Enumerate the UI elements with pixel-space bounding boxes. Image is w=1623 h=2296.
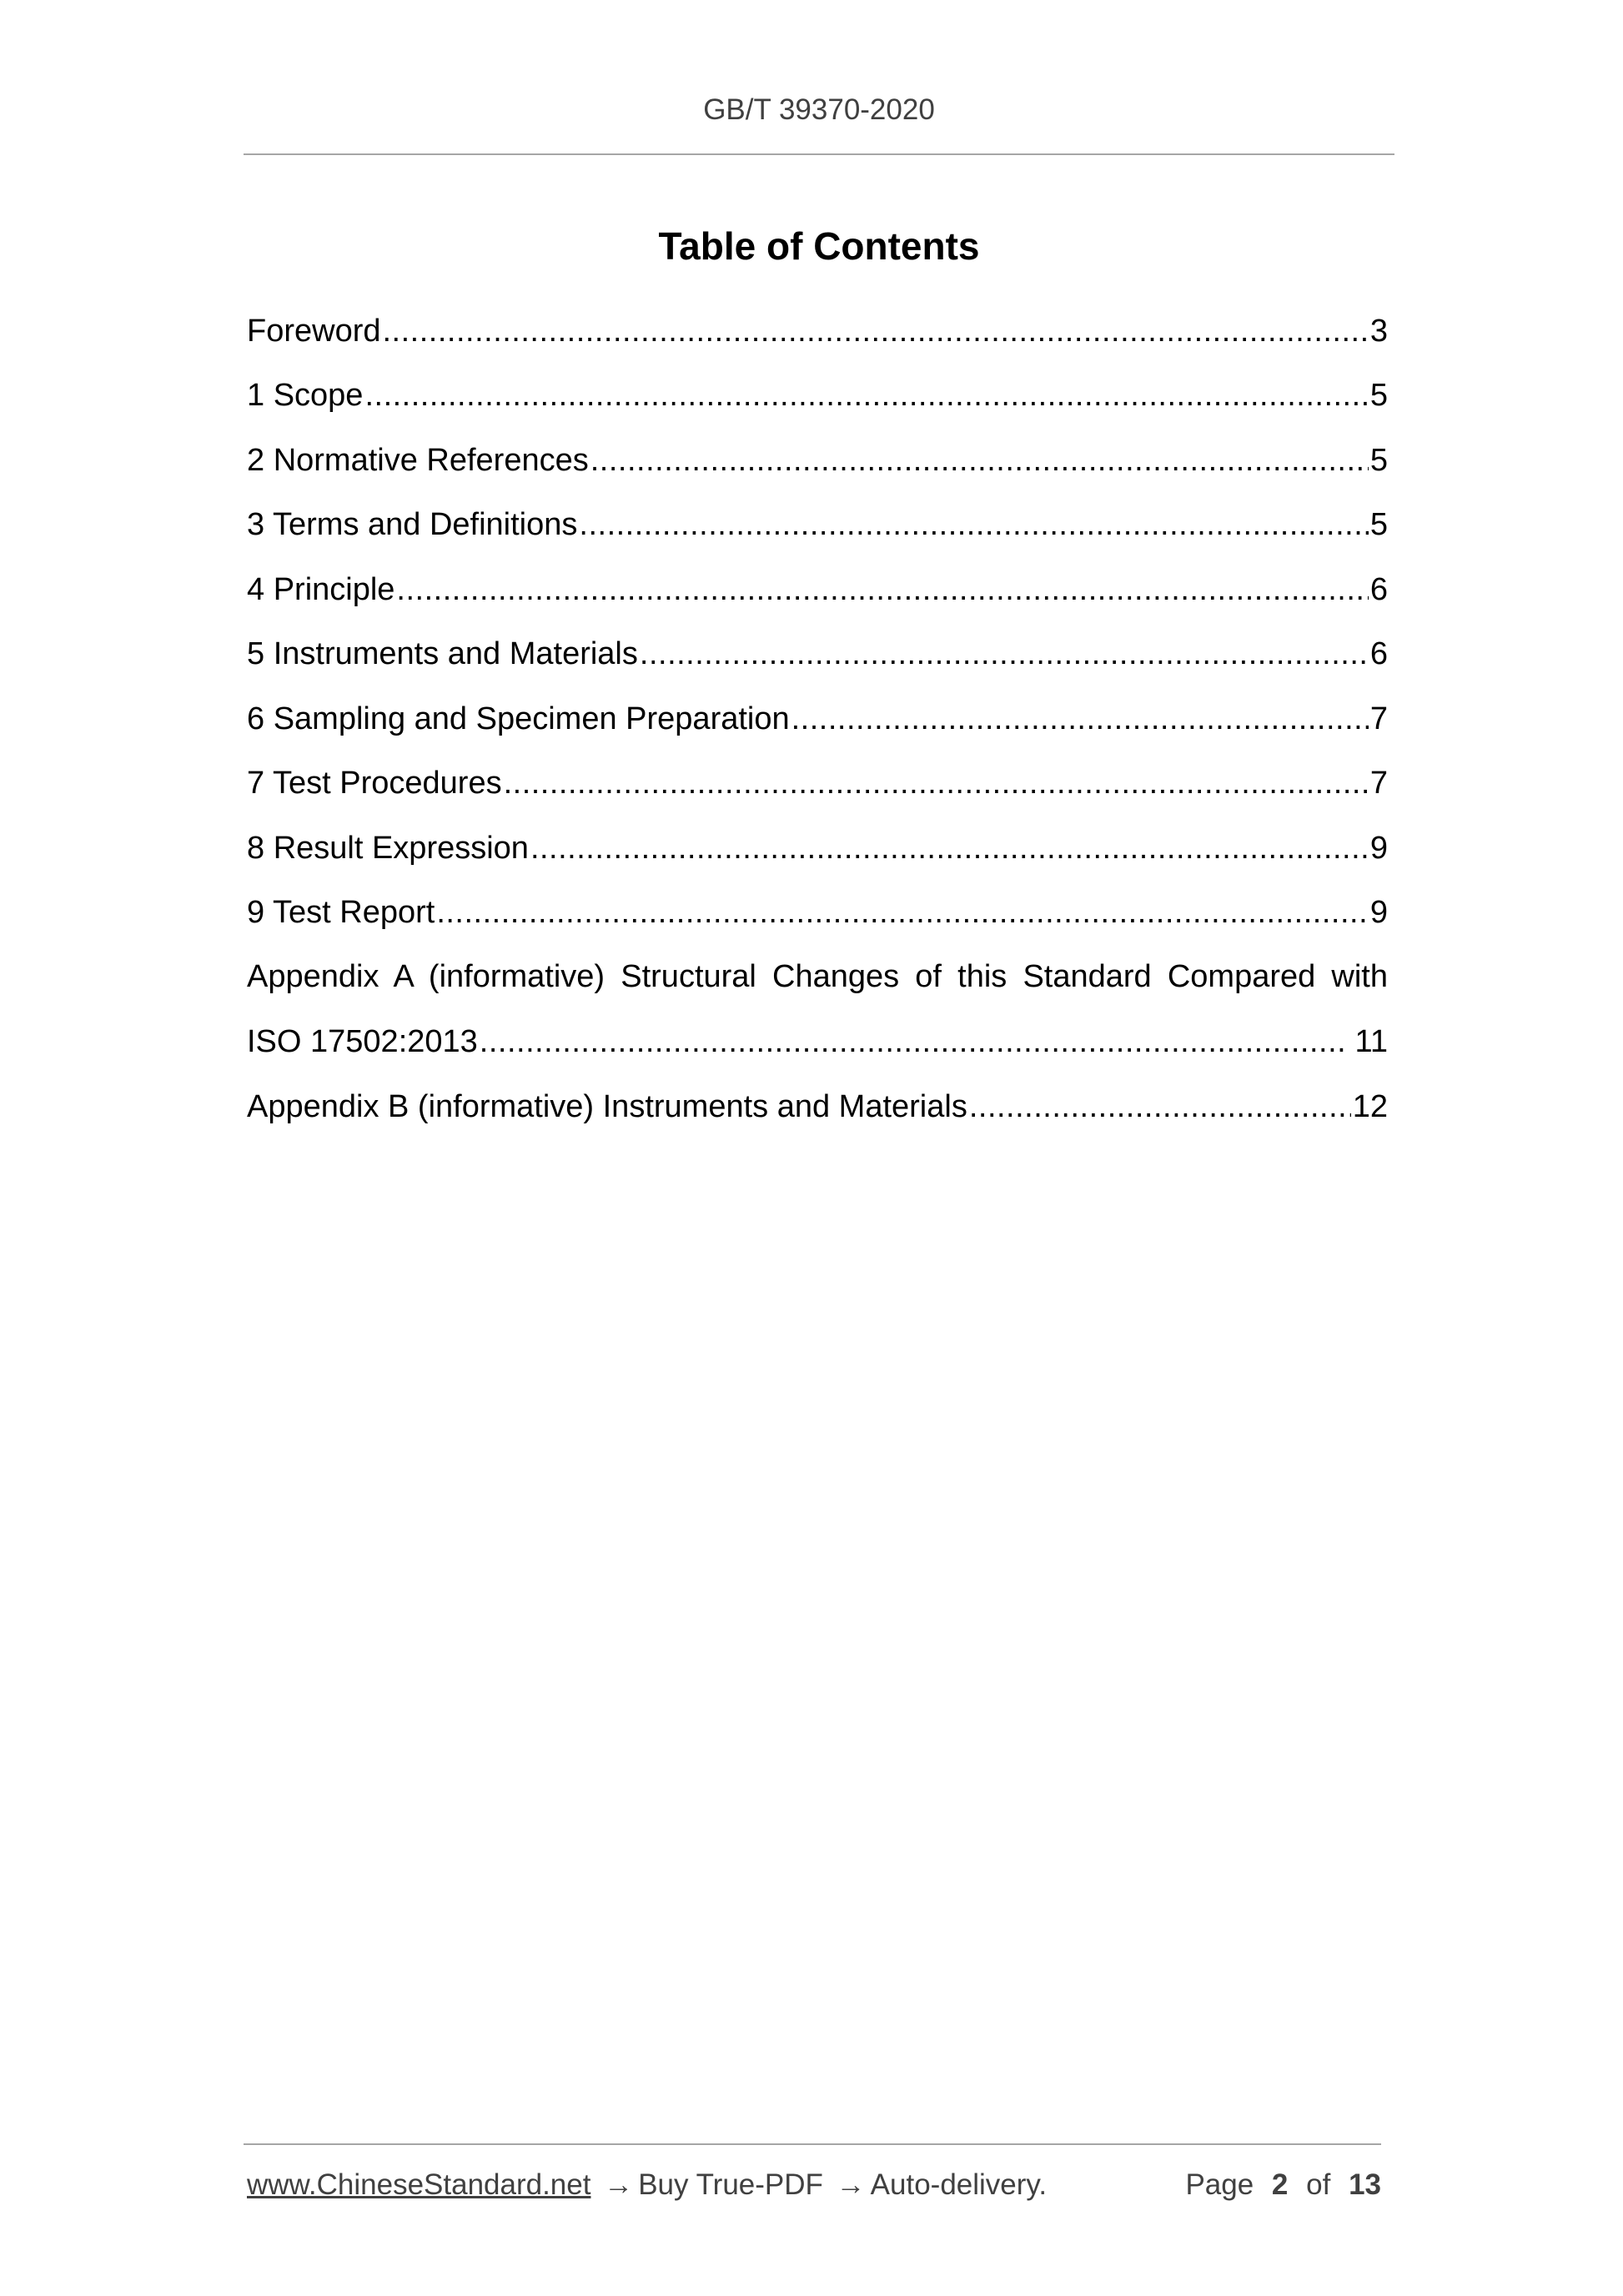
toc-entry-label: 1 Scope [247,378,364,414]
toc-dot-leader [640,638,1369,670]
toc-entry-label: 7 Test Procedures [247,766,502,801]
buy-text: Buy True-PDF [638,2168,823,2201]
toc-dot-leader [383,315,1369,347]
toc-entry-label: Appendix B (informative) Instruments and Materials [247,1088,967,1124]
page-number [1185,2168,1381,2202]
toc-entry-label: 5 Instruments and Materials [247,636,638,672]
toc-entry-page: 12 [1352,1088,1388,1124]
toc-dot-leader [364,379,1368,411]
toc-entry-scope[interactable] [247,364,1388,429]
toc-entry-page: 5 [1369,378,1388,414]
toc-entry-page: 5 [1369,507,1388,543]
toc-entry-label: Foreword [247,313,381,349]
website-link[interactable]: www.ChineseStandard.net [247,2168,591,2201]
current-page-number: 2 [1271,2168,1289,2201]
toc-entry-appendix-b[interactable] [247,1074,1388,1139]
toc-dot-leader [791,703,1369,735]
toc-dot-leader [969,1091,1351,1123]
page-footer [247,2168,1381,2202]
document-code-header: GB/T 39370-2020 [703,93,935,126]
toc-entry-page: 6 [1369,636,1388,672]
toc-entry-appendix-a-continued[interactable] [247,1010,1388,1075]
toc-entry-foreword[interactable] [247,299,1388,364]
delivery-text: Auto-delivery. [870,2168,1048,2201]
toc-entry-page: 6 [1369,571,1388,607]
toc-entry-principle[interactable] [247,557,1388,622]
toc-entry-appendix-a[interactable] [247,945,1388,1010]
toc-entry-instruments-and-materials[interactable] [247,622,1388,687]
toc-entry-label: ISO 17502:2013 [247,1024,478,1060]
arrow-right-icon: → [604,2168,634,2201]
toc-entry-sampling[interactable] [247,686,1388,751]
toc-dot-leader [504,767,1369,799]
toc-dot-leader [396,574,1368,605]
header-divider [244,153,1394,155]
toc-dot-leader [590,445,1369,476]
footer-divider [244,2143,1381,2145]
toc-entry-label: 9 Test Report [247,895,435,931]
toc-entry-page: 5 [1369,442,1388,478]
footer-promo [247,2168,1047,2202]
toc-entry-label: 8 Result Expression [247,830,529,866]
toc-entry-terms-and-definitions[interactable] [247,493,1388,558]
toc-entry-page: 11 [1345,1024,1388,1060]
toc-entry-test-procedures[interactable] [247,751,1388,816]
toc-entry-page: 9 [1369,895,1388,931]
toc-entry-label: 2 Normative References [247,442,589,478]
toc-entry-page: 7 [1369,701,1388,736]
toc-entry-label: 4 Principle [247,571,395,607]
toc-entry-label: 6 Sampling and Specimen Preparation [247,701,790,736]
toc-list [247,299,1388,1139]
toc-entry-page: 9 [1369,830,1388,866]
page-word: Page [1185,2168,1254,2201]
arrow-right-icon: → [836,2168,866,2201]
toc-entry-normative-references[interactable] [247,428,1388,493]
toc-entry-label: Appendix A (informative) Structural Changes of this Standard Compared with [247,959,1388,994]
toc-dot-leader [530,832,1369,864]
toc-title: Table of Contents [658,224,980,268]
toc-dot-leader [579,509,1368,540]
total-pages-number: 13 [1349,2168,1381,2201]
toc-dot-leader [436,897,1369,928]
toc-entry-page: 7 [1369,766,1388,801]
toc-entry-result-expression[interactable] [247,816,1388,881]
toc-entry-test-report[interactable] [247,881,1388,946]
toc-entry-page: 3 [1369,313,1388,349]
of-word: of [1306,2168,1331,2201]
toc-entry-label: 3 Terms and Definitions [247,507,578,543]
toc-dot-leader [480,1026,1344,1058]
